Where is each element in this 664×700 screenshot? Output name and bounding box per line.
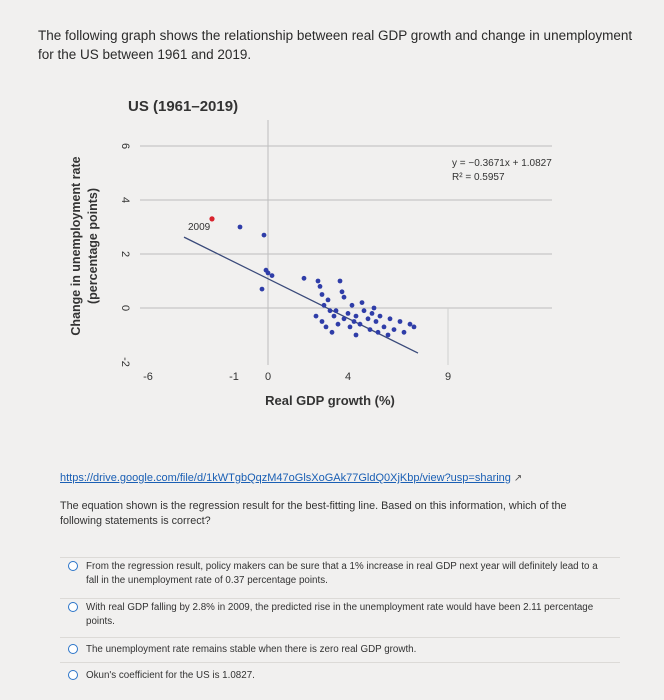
- r-squared: R² = 0.5957: [452, 172, 505, 183]
- x-tick-label: -6: [143, 371, 153, 383]
- radio-button-1[interactable]: [68, 561, 78, 571]
- data-point: [326, 298, 331, 303]
- data-point: [330, 330, 335, 335]
- data-point: [392, 327, 397, 332]
- y-tick-label: 2: [119, 250, 131, 258]
- data-point: [270, 273, 275, 278]
- data-point: [412, 325, 417, 330]
- data-point: [320, 292, 325, 297]
- data-point: [302, 276, 307, 281]
- x-tick-label: 0: [264, 371, 272, 383]
- annotation-2009: 2009: [188, 222, 211, 233]
- data-point: [360, 300, 365, 305]
- data-point: [350, 303, 355, 308]
- option-4-label: Okun's coefficient for the US is 1.0827.: [86, 670, 255, 681]
- data-point: [342, 295, 347, 300]
- data-point: [354, 314, 359, 319]
- data-point: [238, 225, 243, 230]
- x-tick-label: -1: [229, 371, 239, 383]
- data-point: [322, 303, 327, 308]
- option-divider: [60, 662, 620, 663]
- data-point: [342, 316, 347, 321]
- data-point: [386, 333, 391, 338]
- data-point: [348, 325, 353, 330]
- radio-button-4[interactable]: [68, 670, 78, 680]
- data-points: [238, 225, 417, 338]
- drive-link[interactable]: [60, 472, 522, 484]
- option-2[interactable]: [62, 601, 622, 628]
- data-point: [382, 325, 387, 330]
- y-tick-label: -2: [119, 357, 131, 367]
- regression-equation: y = −0.3671x + 1.0827: [452, 158, 552, 169]
- drive-link-text[interactable]: https://drive.google.com/file/d/1kWTgbQqzM47oGlsXoGAk77GldQ0XjKbp/view?usp=sharing: [60, 472, 511, 484]
- data-point: [372, 306, 377, 311]
- data-point: [376, 330, 381, 335]
- highlight-point-2009: [209, 216, 214, 221]
- y-axis-label-line2: (percentage points): [86, 188, 100, 304]
- tick-labels: [119, 143, 451, 383]
- x-tick-label: 9: [444, 371, 452, 383]
- data-point: [324, 325, 329, 330]
- data-point: [368, 327, 373, 332]
- data-point: [316, 279, 321, 284]
- data-point: [266, 271, 271, 276]
- question-text: The equation shown is the regression result for the best-fitting line. Based on this information, which of the following statements is correct?: [60, 500, 567, 527]
- regression-line: [184, 237, 418, 353]
- option-3[interactable]: [62, 643, 622, 657]
- data-point: [354, 333, 359, 338]
- data-point: [352, 319, 357, 324]
- option-1[interactable]: [62, 560, 622, 587]
- option-4[interactable]: [62, 669, 622, 683]
- chart-title: US (1961–2019): [128, 98, 239, 115]
- radio-button-2[interactable]: [68, 602, 78, 612]
- data-point: [332, 314, 337, 319]
- data-point: [346, 311, 351, 316]
- y-axis-label-line1: Change in unemployment rate: [69, 156, 83, 336]
- data-point: [334, 308, 339, 313]
- data-point: [374, 319, 379, 324]
- x-axis-label: Real GDP growth (%): [265, 393, 395, 408]
- data-point: [370, 311, 375, 316]
- option-divider: [60, 637, 620, 638]
- data-point: [318, 284, 323, 289]
- data-point: [314, 314, 319, 319]
- option-divider: [60, 598, 620, 599]
- radio-button-3[interactable]: [68, 644, 78, 654]
- y-tick-label: 4: [119, 196, 131, 204]
- option-3-label: The unemployment rate remains stable when there is zero real GDP growth.: [86, 644, 417, 655]
- data-point: [366, 316, 371, 321]
- data-point: [260, 287, 265, 292]
- data-point: [402, 330, 407, 335]
- y-tick-label: 0: [119, 304, 131, 312]
- data-point: [262, 233, 267, 238]
- external-link-icon: ↗: [513, 473, 523, 484]
- data-point: [358, 322, 363, 327]
- option-1-label: From the regression result, policy makers can be sure that a 1% increase in real GDP next year will definitely lead to a fall in the unemployment rate of 0.37 percentage points.: [86, 561, 598, 586]
- data-point: [336, 322, 341, 327]
- data-point: [340, 289, 345, 294]
- data-point: [320, 319, 325, 324]
- y-tick-label: 6: [119, 142, 131, 150]
- data-point: [408, 322, 413, 327]
- data-point: [338, 279, 343, 284]
- option-divider: [60, 557, 620, 558]
- data-point: [362, 308, 367, 313]
- intro-text: The following graph shows the relationship between real GDP growth and change in unemployment for the US between 1961 and 2019.: [38, 28, 633, 62]
- data-point: [328, 308, 333, 313]
- axes: [268, 120, 448, 365]
- data-point: [388, 316, 393, 321]
- option-2-label: With real GDP falling by 2.8% in 2009, the predicted rise in the unemployment rate would have been 2.11 percentage points.: [86, 602, 594, 627]
- data-point: [398, 319, 403, 324]
- x-tick-label: 4: [344, 371, 352, 383]
- data-point: [378, 314, 383, 319]
